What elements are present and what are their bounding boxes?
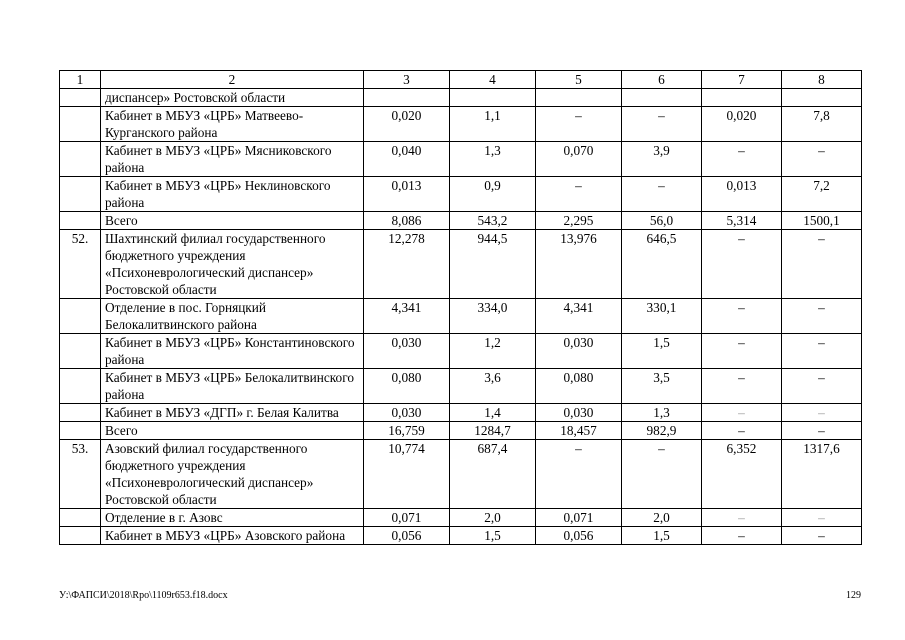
row-number-cell bbox=[60, 404, 101, 422]
value-cell-col-8: – bbox=[782, 334, 862, 369]
column-header-5: 5 bbox=[536, 71, 622, 89]
value-cell-col-5: 0,056 bbox=[536, 527, 622, 545]
table-header-row bbox=[60, 71, 862, 89]
value-cell-col-3: 0,080 bbox=[364, 369, 450, 404]
row-number-cell bbox=[60, 422, 101, 440]
row-number-cell bbox=[60, 369, 101, 404]
value-cell-col-5: – bbox=[536, 107, 622, 142]
value-cell-col-6: 982,9 bbox=[622, 422, 702, 440]
value-cell-col-6: 1,5 bbox=[622, 334, 702, 369]
value-cell-col-6 bbox=[622, 89, 702, 107]
value-cell-col-6: – bbox=[622, 107, 702, 142]
value-cell-col-3: 0,056 bbox=[364, 527, 450, 545]
value-cell-col-3: 0,013 bbox=[364, 177, 450, 212]
table-row bbox=[60, 404, 862, 422]
value-cell-col-7: – bbox=[702, 422, 782, 440]
row-number-cell bbox=[60, 177, 101, 212]
row-number-cell: 52. bbox=[60, 230, 101, 299]
value-cell-col-5: 18,457 bbox=[536, 422, 622, 440]
row-number-cell bbox=[60, 334, 101, 369]
row-number-cell bbox=[60, 142, 101, 177]
value-cell-col-4: 543,2 bbox=[450, 212, 536, 230]
column-header-3: 3 bbox=[364, 71, 450, 89]
value-cell-col-7: – bbox=[702, 509, 782, 527]
table-row bbox=[60, 230, 862, 299]
facility-name-cell: Шахтинский филиал государственного бюджетного учреждения «Психоневрологический диспансер» Ростовской области bbox=[101, 230, 364, 299]
value-cell-col-5: 0,030 bbox=[536, 334, 622, 369]
value-cell-col-4: 1,5 bbox=[450, 527, 536, 545]
value-cell-col-4: 944,5 bbox=[450, 230, 536, 299]
value-cell-col-8: 7,8 bbox=[782, 107, 862, 142]
value-cell-col-8: – bbox=[782, 230, 862, 299]
value-cell-col-4 bbox=[450, 89, 536, 107]
column-header-4: 4 bbox=[450, 71, 536, 89]
value-cell-col-7: – bbox=[702, 404, 782, 422]
value-cell-col-8: – bbox=[782, 509, 862, 527]
row-number-cell bbox=[60, 527, 101, 545]
column-header-7: 7 bbox=[702, 71, 782, 89]
table-row bbox=[60, 369, 862, 404]
value-cell-col-8: 1500,1 bbox=[782, 212, 862, 230]
row-number-cell bbox=[60, 212, 101, 230]
value-cell-col-3: 0,071 bbox=[364, 509, 450, 527]
value-cell-col-7: – bbox=[702, 142, 782, 177]
table-row bbox=[60, 177, 862, 212]
value-cell-col-4: 1,3 bbox=[450, 142, 536, 177]
table-row bbox=[60, 334, 862, 369]
table-row bbox=[60, 299, 862, 334]
value-cell-col-5: 0,070 bbox=[536, 142, 622, 177]
facility-name-cell: Всего bbox=[101, 212, 364, 230]
value-cell-col-8: – bbox=[782, 369, 862, 404]
value-cell-col-4: 3,6 bbox=[450, 369, 536, 404]
value-cell-col-4: 334,0 bbox=[450, 299, 536, 334]
facility-name-cell: Азовский филиал государственного бюджетного учреждения «Психоневрологический диспансер» Ростовской области bbox=[101, 440, 364, 509]
row-number-cell bbox=[60, 107, 101, 142]
value-cell-col-5: – bbox=[536, 440, 622, 509]
value-cell-col-7: – bbox=[702, 230, 782, 299]
value-cell-col-7: – bbox=[702, 527, 782, 545]
row-number-cell bbox=[60, 89, 101, 107]
table-row bbox=[60, 89, 862, 107]
facility-name-cell: Всего bbox=[101, 422, 364, 440]
value-cell-col-5: 4,341 bbox=[536, 299, 622, 334]
value-cell-col-3: 0,020 bbox=[364, 107, 450, 142]
value-cell-col-3: 12,278 bbox=[364, 230, 450, 299]
row-number-cell: 53. bbox=[60, 440, 101, 509]
value-cell-col-7: 6,352 bbox=[702, 440, 782, 509]
facility-name-cell: Отделение в пос. Горняцкий Белокалитвинского района bbox=[101, 299, 364, 334]
value-cell-col-3: 0,030 bbox=[364, 334, 450, 369]
value-cell-col-8: – bbox=[782, 404, 862, 422]
column-header-2: 2 bbox=[101, 71, 364, 89]
value-cell-col-6: 2,0 bbox=[622, 509, 702, 527]
value-cell-col-8: 1317,6 bbox=[782, 440, 862, 509]
value-cell-col-8: – bbox=[782, 299, 862, 334]
table-row bbox=[60, 142, 862, 177]
value-cell-col-5: 13,976 bbox=[536, 230, 622, 299]
table-row bbox=[60, 422, 862, 440]
value-cell-col-8: – bbox=[782, 422, 862, 440]
value-cell-col-5: 0,080 bbox=[536, 369, 622, 404]
value-cell-col-6: 3,9 bbox=[622, 142, 702, 177]
table-row bbox=[60, 212, 862, 230]
facility-name-cell: Кабинет в МБУЗ «ЦРБ» Азовского района bbox=[101, 527, 364, 545]
value-cell-col-4: 1284,7 bbox=[450, 422, 536, 440]
value-cell-col-7: – bbox=[702, 369, 782, 404]
value-cell-col-6: 646,5 bbox=[622, 230, 702, 299]
value-cell-col-5: – bbox=[536, 177, 622, 212]
value-cell-col-3: 0,030 bbox=[364, 404, 450, 422]
value-cell-col-6: 3,5 bbox=[622, 369, 702, 404]
value-cell-col-4: 0,9 bbox=[450, 177, 536, 212]
row-number-cell bbox=[60, 509, 101, 527]
value-cell-col-8: 7,2 bbox=[782, 177, 862, 212]
value-cell-col-6: 56,0 bbox=[622, 212, 702, 230]
value-cell-col-4: 1,2 bbox=[450, 334, 536, 369]
value-cell-col-3: 0,040 bbox=[364, 142, 450, 177]
table-row bbox=[60, 527, 862, 545]
column-header-1: 1 bbox=[60, 71, 101, 89]
facility-name-cell: Кабинет в МБУЗ «ДГП» г. Белая Калитва bbox=[101, 404, 364, 422]
value-cell-col-4: 1,4 bbox=[450, 404, 536, 422]
data-table bbox=[59, 70, 862, 545]
value-cell-col-6: – bbox=[622, 440, 702, 509]
footer-page-number: 129 bbox=[846, 590, 861, 601]
facility-name-cell: Кабинет в МБУЗ «ЦРБ» Мясниковского района bbox=[101, 142, 364, 177]
facility-name-cell: Кабинет в МБУЗ «ЦРБ» Белокалитвинского района bbox=[101, 369, 364, 404]
value-cell-col-6: 1,5 bbox=[622, 527, 702, 545]
value-cell-col-8: – bbox=[782, 527, 862, 545]
value-cell-col-3 bbox=[364, 89, 450, 107]
value-cell-col-7: 0,020 bbox=[702, 107, 782, 142]
value-cell-col-6: – bbox=[622, 177, 702, 212]
value-cell-col-4: 687,4 bbox=[450, 440, 536, 509]
value-cell-col-7: 0,013 bbox=[702, 177, 782, 212]
value-cell-col-3: 10,774 bbox=[364, 440, 450, 509]
facility-name-cell: Кабинет в МБУЗ «ЦРБ» Неклиновского района bbox=[101, 177, 364, 212]
value-cell-col-5: 2,295 bbox=[536, 212, 622, 230]
facility-name-cell: Кабинет в МБУЗ «ЦРБ» Константиновского района bbox=[101, 334, 364, 369]
value-cell-col-4: 2,0 bbox=[450, 509, 536, 527]
value-cell-col-5: 0,071 bbox=[536, 509, 622, 527]
table-row bbox=[60, 107, 862, 142]
value-cell-col-7: – bbox=[702, 334, 782, 369]
value-cell-col-3: 4,341 bbox=[364, 299, 450, 334]
value-cell-col-7: – bbox=[702, 299, 782, 334]
footer-file-path: У:\ФАПСИ\2018\Rpo\1109r653.f18.docx bbox=[59, 590, 228, 601]
value-cell-col-4: 1,1 bbox=[450, 107, 536, 142]
value-cell-col-6: 330,1 bbox=[622, 299, 702, 334]
column-header-6: 6 bbox=[622, 71, 702, 89]
value-cell-col-3: 8,086 bbox=[364, 212, 450, 230]
value-cell-col-8 bbox=[782, 89, 862, 107]
value-cell-col-7: 5,314 bbox=[702, 212, 782, 230]
value-cell-col-6: 1,3 bbox=[622, 404, 702, 422]
value-cell-col-8: – bbox=[782, 142, 862, 177]
column-header-8: 8 bbox=[782, 71, 862, 89]
value-cell-col-5: 0,030 bbox=[536, 404, 622, 422]
facility-name-cell: Кабинет в МБУЗ «ЦРБ» Матвеево-Курганского района bbox=[101, 107, 364, 142]
facility-name-cell: диспансер» Ростовской области bbox=[101, 89, 364, 107]
table-row bbox=[60, 509, 862, 527]
value-cell-col-3: 16,759 bbox=[364, 422, 450, 440]
facility-name-cell: Отделение в г. Азовс bbox=[101, 509, 364, 527]
value-cell-col-7 bbox=[702, 89, 782, 107]
value-cell-col-5 bbox=[536, 89, 622, 107]
row-number-cell bbox=[60, 299, 101, 334]
table-row bbox=[60, 440, 862, 509]
